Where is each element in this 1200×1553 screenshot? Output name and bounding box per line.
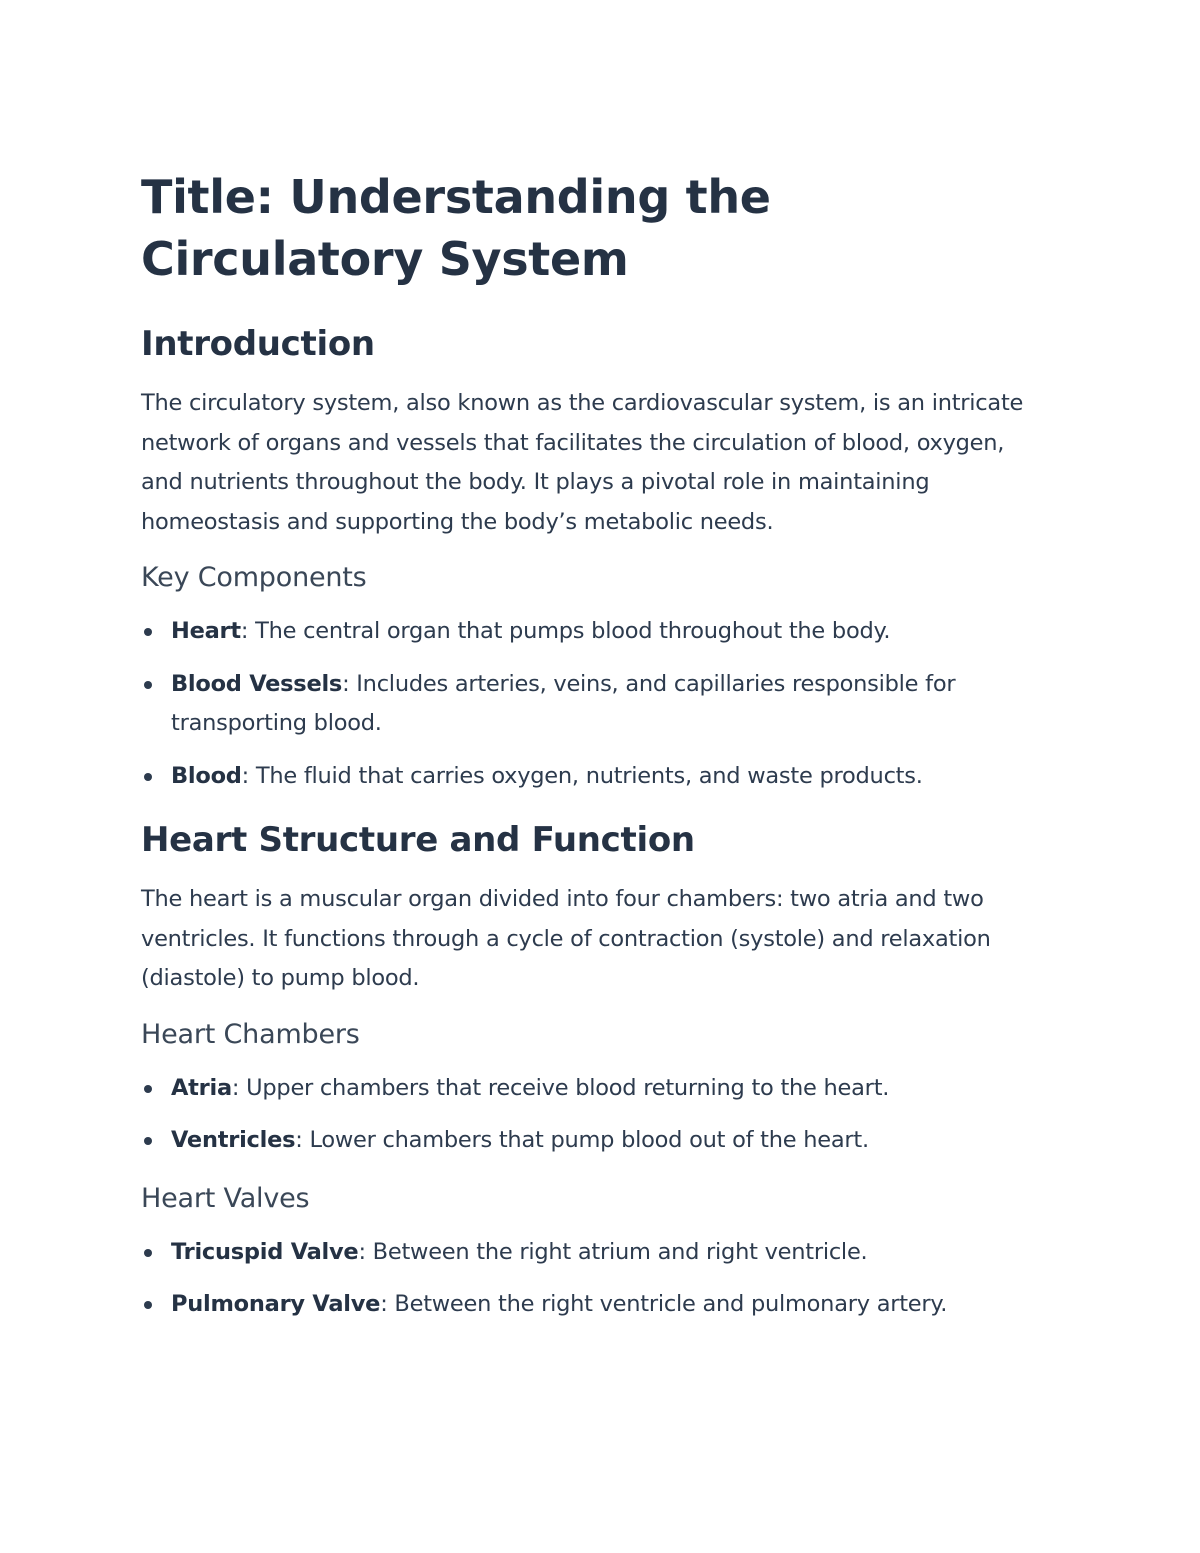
key-components-list: [141, 612, 1051, 796]
list-item-term: Tricuspid Valve: [171, 1238, 359, 1265]
list-item-term: Ventricles: [171, 1127, 296, 1153]
list-item-text: : Upper chambers that receive blood returning to the heart.: [231, 1074, 890, 1101]
list-item-text: : Between the right ventricle and pulmonary artery.: [380, 1291, 948, 1317]
heart-structure-paragraph: The heart is a muscular organ divided into four chambers: two atria and two ventricles. It functions through a cycle of contraction (systole) and relaxation (diastole) to pump blood.: [141, 886, 991, 991]
subsection-heading-heart-chambers: Heart Chambers: [141, 1018, 360, 1050]
document-title: Title: Understanding the Circulatory System: [141, 170, 771, 286]
list-item-term: Blood: [171, 762, 242, 789]
subsection-heading-heart-valves: Heart Valves: [141, 1182, 310, 1214]
list-item: [141, 757, 1051, 797]
bullet-icon: [144, 681, 152, 689]
list-item: [141, 612, 1051, 652]
list-item-text: : The central organ that pumps blood throughout the body.: [240, 618, 891, 644]
list-item: [141, 1121, 1051, 1161]
bullet-icon: [144, 1137, 152, 1145]
subsection-heading-key-components: Key Components: [141, 562, 367, 593]
bullet-icon: [144, 1249, 152, 1257]
heart-chambers-list: [141, 1069, 1051, 1161]
section-heading-introduction: Introduction: [141, 324, 375, 364]
list-item: [141, 1069, 1051, 1109]
list-item-term: Blood Vessels: [171, 670, 343, 697]
list-item-text: : Lower chambers that pump blood out of the heart.: [295, 1127, 869, 1153]
bullet-icon: [144, 1301, 152, 1309]
section-heading-heart-structure: Heart Structure and Function: [141, 820, 695, 860]
bullet-icon: [144, 1085, 152, 1093]
heart-valves-list: [141, 1233, 1051, 1325]
list-item: [141, 665, 1051, 744]
intro-paragraph: The circulatory system, also known as the cardiovascular system, is an intricate network of organs and vessels that facilitates the circulation of blood, oxygen, and nutrients throughout the body. It plays a pivotal role in maintaining homeostasis and supporting the body’s metabolic needs.: [141, 390, 1024, 535]
bullet-icon: [144, 773, 152, 781]
list-item-term: Heart: [171, 618, 241, 644]
list-item-term: Pulmonary Valve: [171, 1291, 381, 1317]
list-item: [141, 1285, 1051, 1325]
list-item-term: Atria: [171, 1074, 232, 1101]
list-item-text: : Includes arteries, veins, and capillaries responsible for transporting blood.: [171, 670, 956, 736]
list-item-text: : Between the right atrium and right ventricle.: [358, 1238, 868, 1265]
list-item-text: : The fluid that carries oxygen, nutrients, and waste products.: [241, 762, 923, 789]
list-item: [141, 1233, 1051, 1273]
bullet-icon: [144, 628, 152, 636]
document-page: [141, 166, 1051, 1345]
